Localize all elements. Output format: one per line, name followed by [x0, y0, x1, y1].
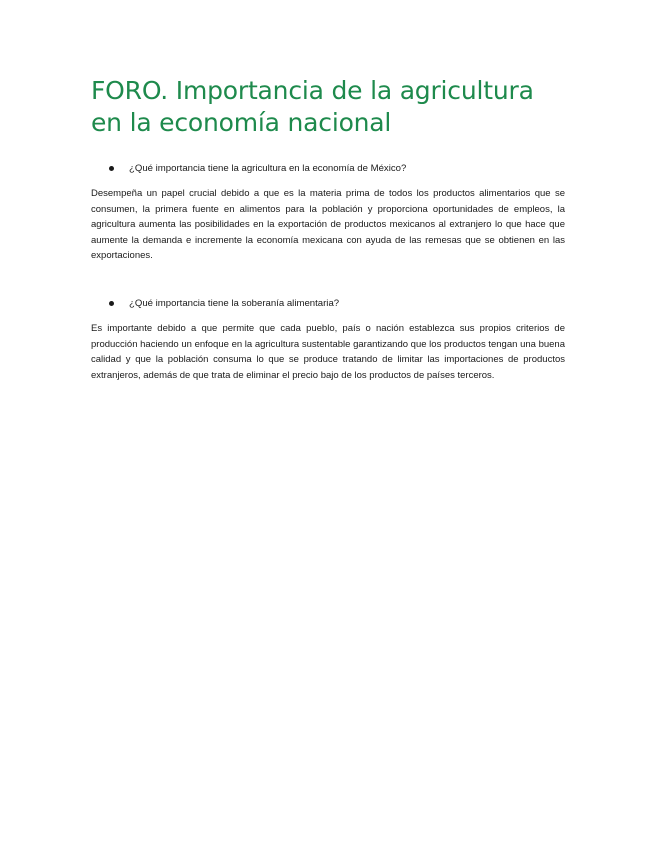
question-item	[91, 297, 565, 311]
bullet-icon	[109, 301, 114, 306]
question-text: ¿Qué importancia tiene la soberanía alimentaria?	[129, 298, 340, 309]
question-section-agricultura	[91, 162, 565, 264]
answer-paragraph: Es importante debido a que permite que cada pueblo, país o nación establezca sus propios criterios de producción haciendo un enfoque en la agricultura sustentable garantizando que los productos tengan una buena calidad y que la población consuma lo que se produce tratando de limitar las importaciones de productos extranjeros, además de que trata de eliminar el precio bajo de los productos de países terceros.	[91, 323, 565, 381]
answer-paragraph: Desempeña un papel crucial debido a que es la materia prima de todos los productos alimentarios que se consumen, la primera fuente en alimentos para la población y proporciona oportunidades de empleos, la agricultura aumenta las posibilidades en la exportación de productos mexicanos al extranjero lo que hace que aumente la demanda e incremente la economía mexicana con ayuda de las remesas que se obtienen en las exportaciones.	[91, 188, 565, 262]
question-text: ¿Qué importancia tiene la agricultura en la economía de México?	[129, 163, 407, 174]
document-title: FORO. Importancia de la agricultura en la economía nacional	[91, 76, 534, 137]
question-item	[91, 162, 565, 176]
bullet-icon	[109, 166, 114, 171]
question-section-soberania	[91, 297, 565, 383]
